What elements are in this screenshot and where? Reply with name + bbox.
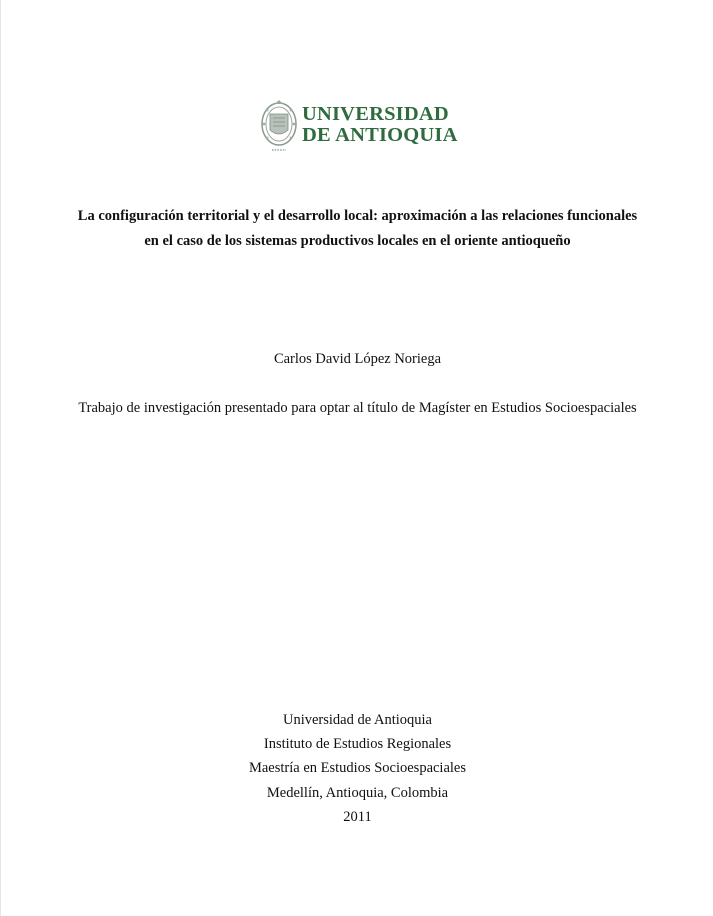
logo-line-1: UNIVERSIDAD xyxy=(302,103,449,125)
author-name: Carlos David López Noriega xyxy=(273,351,442,367)
program-name: Maestría en Estudios Socioespaciales xyxy=(248,760,467,777)
thesis-title-line-2: en el caso de los sistemas productivos locales en el oriente antioqueño xyxy=(144,233,571,249)
thesis-statement: Trabajo de investigación presentado para optar al título de Magíster en Estudios Socioespaciales xyxy=(78,400,637,416)
logo-wordmark xyxy=(302,104,458,146)
logo-line-2: DE ANTIOQUIA xyxy=(302,124,458,146)
thesis-title-line-1: La configuración territorial y el desarrollo local: aproximación a las relaciones funcionales xyxy=(77,208,638,224)
university-name: Universidad de Antioquia xyxy=(282,712,432,728)
institution-block xyxy=(1,708,713,829)
university-seal-icon xyxy=(258,98,300,158)
year: 2011 xyxy=(343,808,372,825)
university-logo xyxy=(258,98,458,158)
location: Medellín, Antioquia, Colombia xyxy=(266,784,449,801)
institute-name: Instituto de Estudios Regionales xyxy=(263,736,452,753)
thesis-title xyxy=(1,204,713,254)
